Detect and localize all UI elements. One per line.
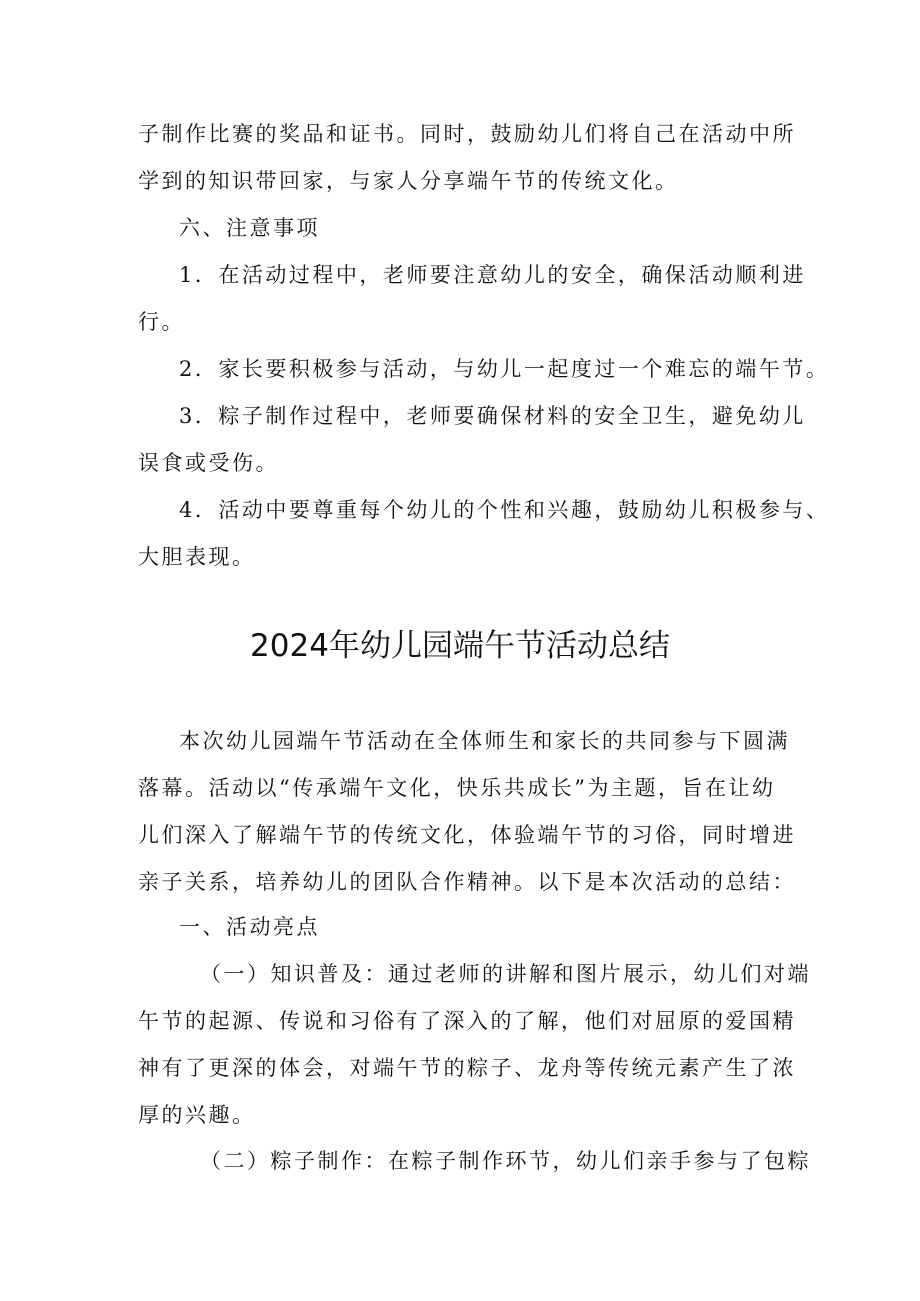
paragraph-line: 学到的知识带回家，与家人分享端午节的传统文化。	[138, 169, 679, 193]
section-heading: 六、注意事项	[179, 216, 320, 240]
list-item: 2．家长要积极参与活动，与幼儿一起度过一个难忘的端午节。	[179, 357, 830, 381]
paragraph-line: （一）知识普及：通过老师的讲解和图片展示，幼儿们对端	[200, 962, 811, 986]
list-item: 4．活动中要尊重每个幼儿的个性和兴趣，鼓励幼儿积极参与、	[179, 498, 830, 522]
paragraph-line: 神有了更深的体会，对端午节的粽子、龙舟等传统元素产生了浓	[138, 1056, 796, 1080]
list-item-continuation: 行。	[138, 310, 185, 334]
paragraph-line: 子制作比赛的奖品和证书。同时，鼓励幼儿们将自己在活动中所	[138, 122, 796, 146]
list-item-continuation: 大胆表现。	[138, 545, 256, 569]
paragraph-line: 本次幼儿园端午节活动在全体师生和家长的共同参与下圆满	[179, 729, 790, 753]
paragraph-line: 午节的起源、传说和习俗有了深入的了解，他们对屈原的爱国精	[138, 1009, 796, 1033]
paragraph-line: 亲子关系，培养幼儿的团队合作精神。以下是本次活动的总结：	[138, 870, 796, 894]
section-heading: 一、活动亮点	[179, 915, 320, 939]
paragraph-line: 儿们深入了解端午节的传统文化，体验端午节的习俗，同时增进	[138, 823, 796, 847]
paragraph-line: （二）粽子制作：在粽子制作环节，幼儿们亲手参与了包粽	[200, 1149, 811, 1173]
document-title: 2024年幼儿园端午节活动总结	[250, 628, 670, 664]
paragraph-line: 厚的兴趣。	[138, 1103, 256, 1127]
list-item: 1．在活动过程中，老师要注意幼儿的安全，确保活动顺利进	[179, 263, 806, 287]
list-item: 3．粽子制作过程中，老师要确保材料的安全卫生，避免幼儿	[179, 404, 806, 428]
paragraph-line: 落幕。活动以“传承端午文化，快乐共成长”为主题，旨在让幼	[138, 776, 776, 800]
list-item-continuation: 误食或受伤。	[138, 451, 279, 475]
